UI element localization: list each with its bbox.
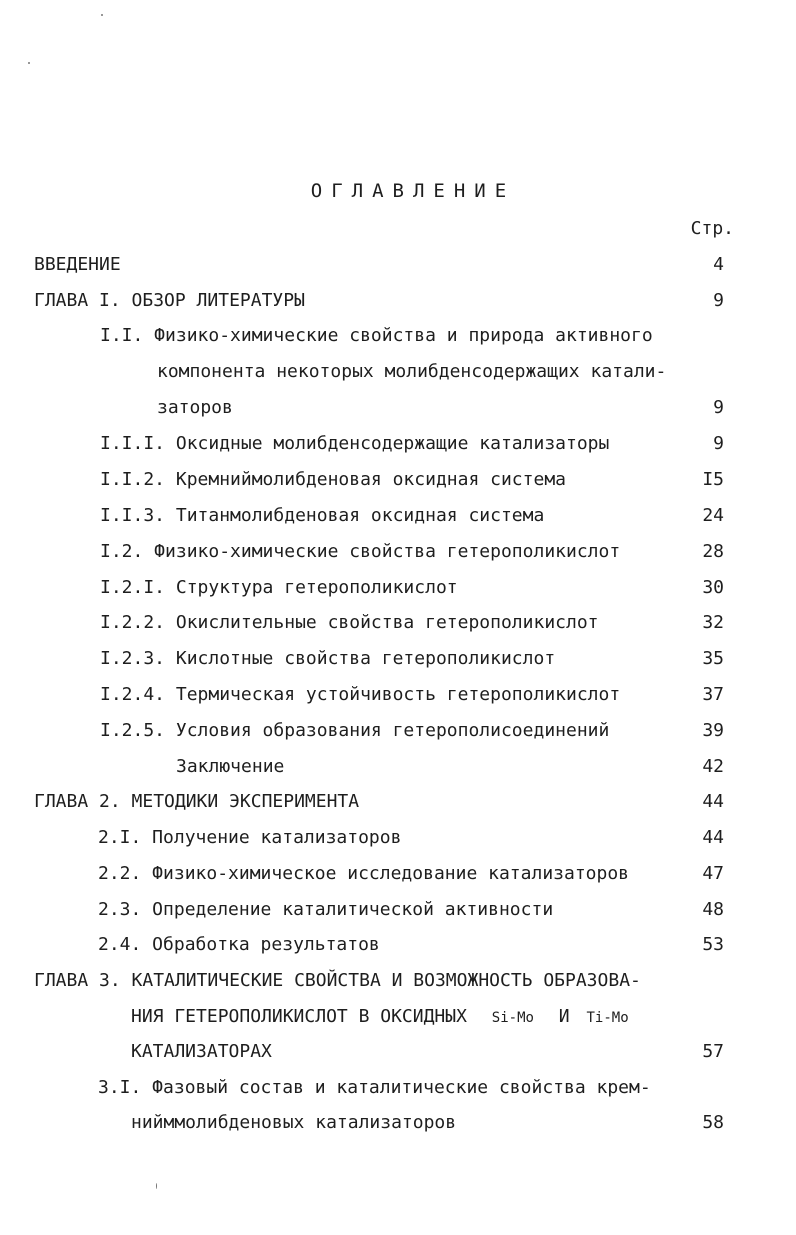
scan-speck	[28, 62, 30, 64]
symbol-si-mo: Si-Mo	[491, 1010, 534, 1026]
toc-entry-chapter-2: ГЛАВА 2. МЕТОДИКИ ЭКСПЕРИМЕНТА	[34, 791, 360, 812]
toc-entry-1-1-line3: заторов	[157, 397, 233, 418]
toc-page-1-2-5: 39	[702, 720, 724, 741]
toc-page-chapter-3: 57	[702, 1041, 724, 1062]
toc-entry-1-2-2: I.2.2. Окислительные свойства гетерополикислот	[100, 612, 599, 633]
page-column-label: Стр.	[690, 218, 734, 239]
toc-entry-1-2-4: I.2.4. Термическая устойчивость гетерополикислот	[100, 684, 621, 705]
toc-entry-3-1-line1: 3.I. Фазовый состав и каталитические свойства крем-	[98, 1077, 651, 1098]
toc-page-1-2-4: 37	[702, 684, 724, 705]
toc-page-1-2-2: 32	[702, 612, 724, 633]
toc-page-2-3: 48	[702, 899, 724, 920]
toc-entry-1-2-3: I.2.3. Кислотные свойства гетерополикислот	[100, 648, 556, 669]
scan-speck	[156, 1183, 157, 1189]
toc-entry-1-2-1: I.2.I. Структура гетерополикислот	[100, 577, 458, 598]
toc-page-chapter-1: 9	[713, 290, 724, 311]
toc-page-conclusion: 42	[702, 756, 724, 777]
toc-entry-2-4: 2.4. Обработка результатов	[98, 934, 380, 955]
toc-page-1-2-3: 35	[702, 648, 724, 669]
toc-page-2-4: 53	[702, 934, 724, 955]
toc-entry-1-1-line2: компонента некоторых молибденсодержащих катали-	[157, 361, 667, 382]
chapter-3-line2-text: НИЯ ГЕТЕРОПОЛИКИСЛОТ В ОКСИДНЫХ	[131, 1006, 467, 1027]
toc-entry-1-1-2: I.I.2. Кремниймолибденовая оксидная система	[100, 469, 566, 490]
toc-page-3-1: 58	[702, 1112, 724, 1133]
toc-entry-chapter-3-line2	[131, 1005, 629, 1030]
toc-page-chapter-2: 44	[702, 791, 724, 812]
toc-page-1-1-1: 9	[713, 433, 724, 454]
toc-entry-1-2: I.2. Физико-химические свойства гетерополикислот	[100, 541, 621, 562]
toc-page-1-1-2: I5	[702, 469, 724, 490]
toc-entry-introduction: ВВЕДЕНИЕ	[34, 254, 121, 275]
toc-entry-1-2-5: I.2.5. Условия образования гетерополисоединений	[100, 720, 610, 741]
toc-entry-2-3: 2.3. Определение каталитической активности	[98, 899, 554, 920]
toc-entry-1-1-line1: I.I. Физико-химические свойства и природа активного	[100, 325, 653, 346]
toc-title: ОГЛАВЛЕНИЕ	[310, 180, 516, 202]
symbol-ti-mo: Ti-Mo	[586, 1010, 629, 1026]
scan-speck	[101, 14, 103, 16]
toc-page-1-1-3: 24	[702, 505, 724, 526]
conjunction-and: И	[558, 1006, 570, 1027]
toc-entry-chapter-3-line3: КАТАЛИЗАТОРАХ	[131, 1041, 272, 1062]
toc-entry-3-1-line2: нийммолибденовых катализаторов	[131, 1112, 457, 1133]
toc-page-2-2: 47	[702, 863, 724, 884]
toc-entry-chapter-1: ГЛАВА I. ОБЗОР ЛИТЕРАТУРЫ	[34, 290, 305, 311]
toc-page-1-2: 28	[702, 541, 724, 562]
toc-entry-2-2: 2.2. Физико-химическое исследование катализаторов	[98, 863, 630, 884]
toc-entry-1-1-1: I.I.I. Оксидные молибденсодержащие катализаторы	[100, 433, 610, 454]
toc-page-introduction: 4	[713, 254, 724, 275]
toc-entry-chapter-3-line1: ГЛАВА 3. КАТАЛИТИЧЕСКИЕ СВОЙСТВА И ВОЗМОЖНОСТЬ ОБРАЗОВА-	[34, 970, 641, 991]
toc-entry-conclusion: Заключение	[176, 756, 285, 777]
toc-page-1-1: 9	[713, 397, 724, 418]
toc-page-1-2-1: 30	[702, 577, 724, 598]
toc-entry-2-1: 2.I. Получение катализаторов	[98, 827, 402, 848]
toc-entry-1-1-3: I.I.3. Титанмолибденовая оксидная система	[100, 505, 545, 526]
toc-page-2-1: 44	[702, 827, 724, 848]
